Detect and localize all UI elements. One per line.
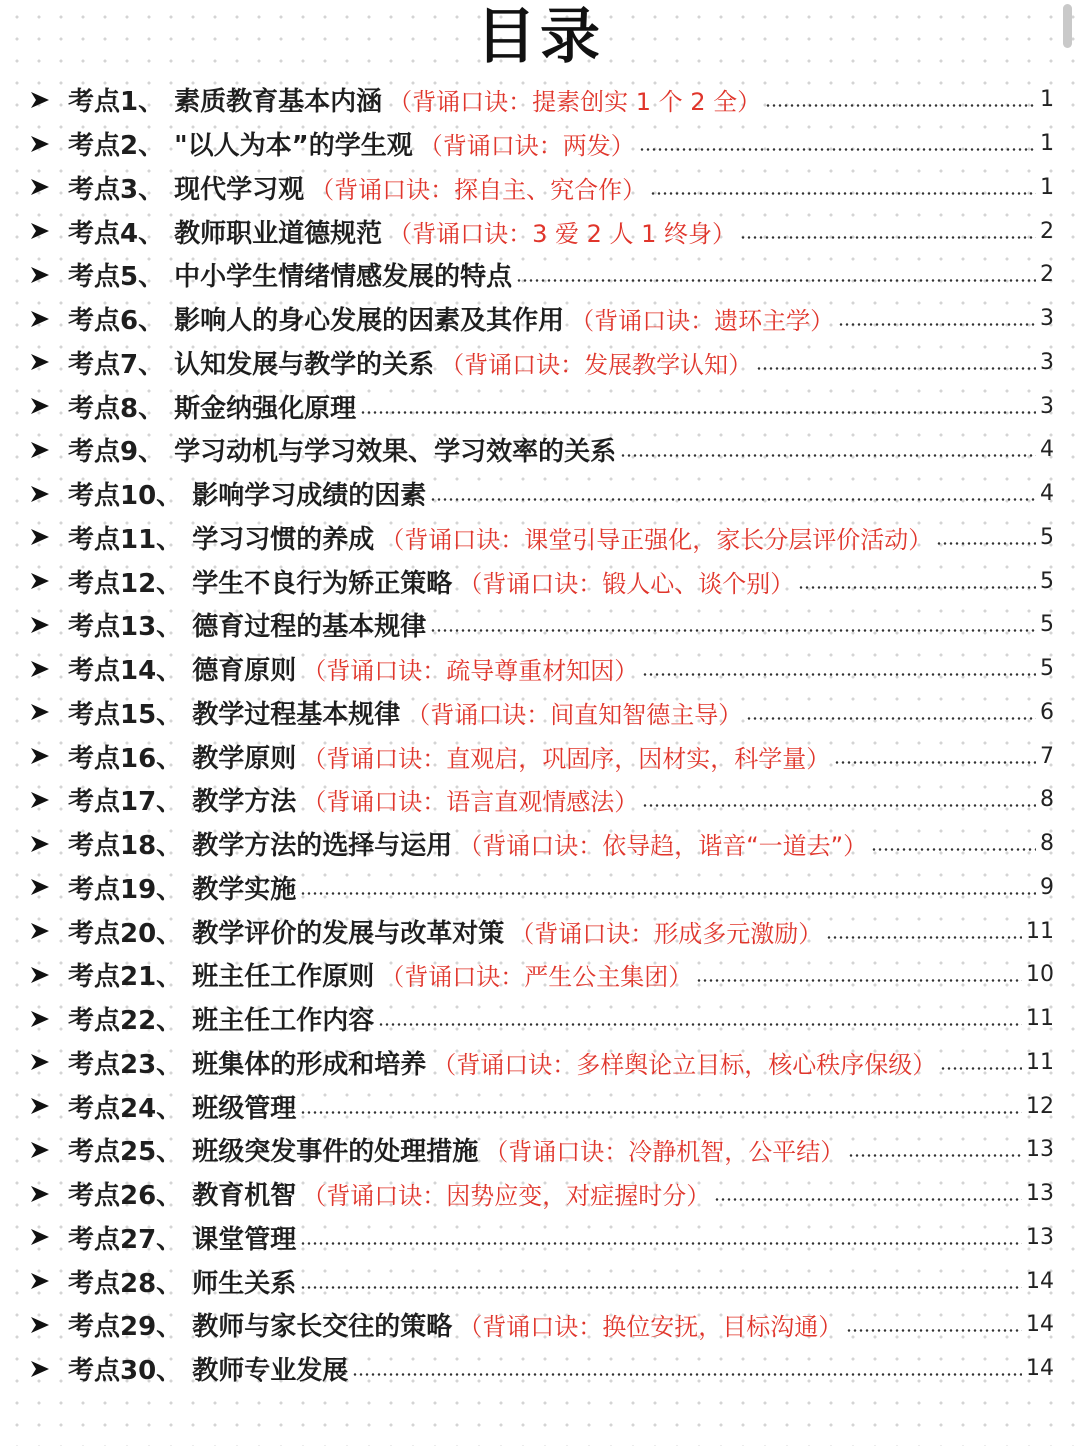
arrowhead-icon [30, 834, 50, 854]
toc-page-number: 9 [1040, 874, 1054, 900]
toc-point-label: 考点21、 [68, 962, 183, 993]
toc-item[interactable] [0, 647, 1080, 691]
toc-mnemonic: （背诵口诀：换位安抚，目标沟通） [458, 1313, 843, 1342]
toc-item[interactable] [0, 253, 1080, 297]
toc-mnemonic: （背诵口诀：严生公主集团） [380, 963, 693, 992]
toc-topic: 教学方法的选择与运用 [192, 831, 453, 862]
toc-point-label: 考点30、 [68, 1356, 183, 1387]
arrowhead-icon [30, 571, 50, 591]
arrowhead-icon [30, 659, 50, 679]
dot-leader [756, 367, 1036, 370]
toc-item[interactable] [0, 734, 1080, 778]
toc-page-number: 3 [1040, 306, 1054, 332]
toc-page-number: 14 [1026, 1268, 1054, 1294]
toc-item[interactable] [0, 1259, 1080, 1303]
dot-leader [642, 804, 1036, 807]
toc-item[interactable] [0, 297, 1080, 341]
toc-item[interactable] [0, 516, 1080, 560]
toc-point-label: 考点6、 [68, 306, 165, 337]
toc-item[interactable] [0, 122, 1080, 166]
toc-page-number: 11 [1026, 918, 1054, 944]
toc-page-number: 8 [1040, 787, 1054, 813]
dot-leader [798, 586, 1036, 589]
toc-page-number: 2 [1040, 218, 1054, 244]
toc-mnemonic: （背诵口诀：发展教学认知） [440, 350, 753, 379]
toc-item[interactable] [0, 822, 1080, 866]
toc-page-number: 11 [1026, 1006, 1054, 1032]
toc-item[interactable] [0, 428, 1080, 472]
toc-point-label: 考点23、 [68, 1049, 183, 1080]
dot-leader [740, 236, 1036, 239]
toc-point-label: 考点17、 [68, 787, 183, 818]
arrowhead-icon [30, 134, 50, 154]
dot-leader [300, 1242, 1022, 1245]
dot-leader [936, 542, 1036, 545]
arrowhead-icon [30, 615, 50, 635]
arrowhead-icon [30, 396, 50, 416]
toc-page-number: 6 [1040, 699, 1054, 725]
arrowhead-icon [30, 309, 50, 329]
toc-mnemonic: （背诵口诀：提素创实 1 个 2 全） [388, 88, 762, 117]
toc-point-label: 考点3、 [68, 174, 165, 205]
toc-page-number: 5 [1040, 568, 1054, 594]
toc-mnemonic: （背诵口诀：因势应变，对症握时分） [302, 1182, 711, 1211]
toc-point-label: 考点2、 [68, 131, 165, 162]
toc-mnemonic: （背诵口诀：两发） [418, 132, 635, 161]
dot-leader [378, 1023, 1022, 1026]
toc-mnemonic: （背诵口诀：多样舆论立目标，核心秩序保级） [432, 1050, 937, 1079]
scrollbar-thumb[interactable] [1063, 4, 1072, 48]
toc-mnemonic: （背诵口诀：依导趋，谐音“一道去”） [458, 832, 868, 861]
dot-leader [300, 892, 1036, 895]
arrowhead-icon [30, 1227, 50, 1247]
toc-point-label: 考点4、 [68, 218, 165, 249]
toc-mnemonic: （背诵口诀：形成多元激励） [510, 919, 823, 948]
toc-topic: "以人为本”的学生观 [174, 131, 413, 162]
arrowhead-icon [30, 1140, 50, 1160]
toc-page-number: 1 [1040, 87, 1054, 113]
arrowhead-icon [30, 90, 50, 110]
arrowhead-icon [30, 1009, 50, 1029]
dot-leader [834, 761, 1036, 764]
toc-point-label: 考点20、 [68, 918, 183, 949]
toc-topic: 教学过程基本规律 [192, 699, 401, 730]
toc-topic: 中小学生情绪情感发展的特点 [174, 262, 513, 293]
toc-point-label: 考点26、 [68, 1181, 183, 1212]
arrowhead-icon [30, 1359, 50, 1379]
toc-item[interactable] [0, 997, 1080, 1041]
dot-leader [696, 979, 1022, 982]
toc-point-label: 考点8、 [68, 393, 165, 424]
dot-leader [430, 498, 1036, 501]
toc-point-label: 考点14、 [68, 656, 183, 687]
toc-point-label: 考点19、 [68, 874, 183, 905]
toc-item[interactable] [0, 1303, 1080, 1347]
arrowhead-icon [30, 221, 50, 241]
toc-topic: 班级管理 [192, 1093, 297, 1124]
toc-point-label: 考点28、 [68, 1268, 183, 1299]
toc-topic: 教学方法 [192, 787, 297, 818]
dot-leader [714, 1198, 1022, 1201]
toc-point-label: 考点5、 [68, 262, 165, 293]
arrowhead-icon [30, 440, 50, 460]
toc-page-number: 13 [1026, 1224, 1054, 1250]
toc-page-number: 5 [1040, 612, 1054, 638]
toc-page-number: 13 [1026, 1181, 1054, 1207]
toc-page-number: 13 [1026, 1137, 1054, 1163]
toc-page-number: 8 [1040, 831, 1054, 857]
toc-topic: 班主任工作内容 [192, 1006, 375, 1037]
toc-point-label: 考点18、 [68, 831, 183, 862]
arrowhead-icon [30, 352, 50, 372]
toc-page-number: 7 [1040, 743, 1054, 769]
toc-item[interactable] [0, 603, 1080, 647]
arrowhead-icon [30, 746, 50, 766]
toc-topic: 教师职业道德规范 [174, 218, 383, 249]
toc-point-label: 考点29、 [68, 1312, 183, 1343]
toc-point-label: 考点27、 [68, 1224, 183, 1255]
toc-topic: 影响学习成绩的因素 [192, 481, 427, 512]
toc-page-number: 4 [1040, 481, 1054, 507]
toc-point-label: 考点22、 [68, 1006, 183, 1037]
dot-leader [639, 148, 1036, 151]
toc-mnemonic: （背诵口诀：疏导尊重材知因） [302, 657, 639, 686]
toc-page-number: 1 [1040, 131, 1054, 157]
toc-item[interactable] [0, 909, 1080, 953]
arrowhead-icon [30, 265, 50, 285]
toc-page-number: 3 [1040, 393, 1054, 419]
toc-item[interactable] [0, 341, 1080, 385]
toc-topic: 教学评价的发展与改革对策 [192, 918, 505, 949]
toc-point-label: 考点9、 [68, 437, 165, 468]
toc-point-label: 考点25、 [68, 1137, 183, 1168]
dot-leader [516, 279, 1036, 282]
toc-point-label: 考点13、 [68, 612, 183, 643]
arrowhead-icon [30, 1052, 50, 1072]
toc-mnemonic: （背诵口诀：探自主、究合作） [310, 175, 647, 204]
toc-topic: 教师与家长交往的策略 [192, 1312, 453, 1343]
toc-item[interactable] [0, 1041, 1080, 1085]
toc-point-label: 考点7、 [68, 349, 165, 380]
toc-point-label: 考点10、 [68, 481, 183, 512]
dot-leader [300, 1111, 1022, 1114]
toc-item[interactable] [0, 166, 1080, 210]
toc-topic: 教学实施 [192, 874, 297, 905]
dot-leader [430, 629, 1036, 632]
toc-point-label: 考点11、 [68, 524, 183, 555]
toc-point-label: 考点16、 [68, 743, 183, 774]
arrowhead-icon [30, 1315, 50, 1335]
toc-point-label: 考点1、 [68, 87, 165, 118]
toc-topic: 影响人的身心发展的因素及其作用 [174, 306, 565, 337]
page-title: 目录 [476, 2, 604, 72]
toc-topic: 学习习惯的养成 [192, 524, 375, 555]
arrowhead-icon [30, 527, 50, 547]
dot-leader [360, 411, 1036, 414]
toc-item[interactable] [0, 778, 1080, 822]
toc-mnemonic: （背诵口诀：遗环主学） [570, 307, 835, 336]
toc-item[interactable] [0, 866, 1080, 910]
toc-topic: 师生关系 [192, 1268, 297, 1299]
toc-item[interactable] [0, 78, 1080, 122]
toc-item[interactable] [0, 472, 1080, 516]
toc-mnemonic: （背诵口诀：语言直观情感法） [302, 788, 639, 817]
toc-page-number: 3 [1040, 349, 1054, 375]
toc-topic: 教师专业发展 [192, 1356, 349, 1387]
toc-topic: 素质教育基本内涵 [174, 87, 383, 118]
toc-topic: 班主任工作原则 [192, 962, 375, 993]
toc-mnemonic: （背诵口诀：间直知智德主导） [406, 700, 743, 729]
arrowhead-icon [30, 484, 50, 504]
toc-point-label: 考点12、 [68, 568, 183, 599]
toc-topic: 认知发展与教学的关系 [174, 349, 435, 380]
toc-page-number: 2 [1040, 262, 1054, 288]
dot-leader [940, 1067, 1022, 1070]
dot-leader [838, 323, 1036, 326]
toc-topic: 教育机智 [192, 1181, 297, 1212]
dot-leader [642, 673, 1036, 676]
dot-leader [826, 936, 1022, 939]
dot-leader [620, 454, 1036, 457]
arrowhead-icon [30, 177, 50, 197]
toc-item[interactable] [0, 1128, 1080, 1172]
dot-leader [746, 717, 1036, 720]
toc-mnemonic: （背诵口诀：冷静机智，公平结） [484, 1138, 845, 1167]
toc-page-number: 4 [1040, 437, 1054, 463]
toc-item[interactable] [0, 691, 1080, 735]
dot-leader [846, 1329, 1022, 1332]
toc-page-number: 12 [1026, 1093, 1054, 1119]
toc-topic: 学生不良行为矫正策略 [192, 568, 453, 599]
dot-leader [765, 104, 1036, 107]
arrowhead-icon [30, 921, 50, 941]
toc-item[interactable] [0, 559, 1080, 603]
toc-page-number: 5 [1040, 656, 1054, 682]
toc-item[interactable] [0, 1172, 1080, 1216]
toc-point-label: 考点15、 [68, 699, 183, 730]
toc-page-number: 14 [1026, 1312, 1054, 1338]
toc-mnemonic: （背诵口诀：课堂引导正强化，家长分层评价活动） [380, 525, 933, 554]
toc-topic: 德育原则 [192, 656, 297, 687]
toc-list [0, 78, 1080, 1391]
toc-page-number: 14 [1026, 1356, 1054, 1382]
toc-item[interactable] [0, 209, 1080, 253]
toc-topic: 德育过程的基本规律 [192, 612, 427, 643]
toc-mnemonic: （背诵口诀：锻人心、谈个别） [458, 569, 795, 598]
dot-leader [871, 848, 1036, 851]
toc-page-number: 10 [1026, 962, 1054, 988]
toc-topic: 班级突发事件的处理措施 [192, 1137, 479, 1168]
toc-page-number: 11 [1026, 1049, 1054, 1075]
dot-leader [352, 1373, 1022, 1376]
toc-topic: 学习动机与学习效果、学习效率的关系 [174, 437, 617, 468]
arrowhead-icon [30, 1271, 50, 1291]
toc-topic: 斯金纳强化原理 [174, 393, 357, 424]
dot-leader [650, 192, 1036, 195]
dot-leader [848, 1154, 1022, 1157]
dot-leader [300, 1286, 1022, 1289]
toc-mnemonic: （背诵口诀：3 爱 2 人 1 终身） [388, 219, 737, 248]
toc-topic: 教学原则 [192, 743, 297, 774]
arrowhead-icon [30, 1184, 50, 1204]
toc-item[interactable] [0, 1347, 1080, 1391]
arrowhead-icon [30, 1096, 50, 1116]
toc-topic: 班集体的形成和培养 [192, 1049, 427, 1080]
toc-page-number: 1 [1040, 174, 1054, 200]
toc-topic: 课堂管理 [192, 1224, 297, 1255]
toc-topic: 现代学习观 [174, 174, 305, 205]
toc-mnemonic: （背诵口诀：直观启，巩固序，因材实，科学量） [302, 744, 831, 773]
toc-item[interactable] [0, 384, 1080, 428]
toc-item[interactable] [0, 953, 1080, 997]
toc-page-number: 5 [1040, 524, 1054, 550]
toc-item[interactable] [0, 1216, 1080, 1260]
arrowhead-icon [30, 790, 50, 810]
toc-item[interactable] [0, 1084, 1080, 1128]
arrowhead-icon [30, 877, 50, 897]
arrowhead-icon [30, 965, 50, 985]
arrowhead-icon [30, 702, 50, 722]
toc-point-label: 考点24、 [68, 1093, 183, 1124]
